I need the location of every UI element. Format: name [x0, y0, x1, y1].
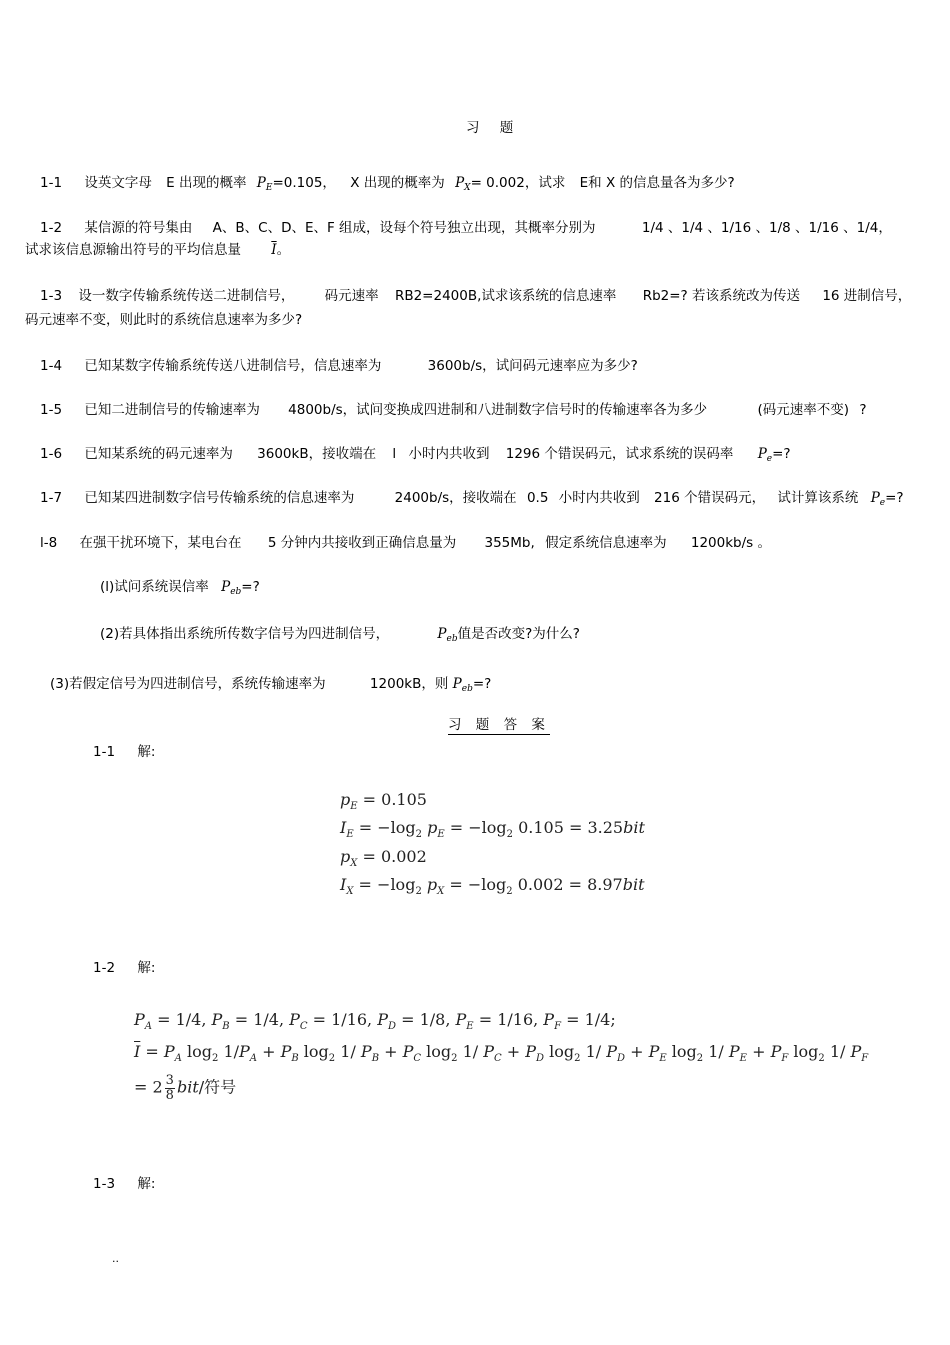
problem-1-3: 1-3 设一数字传输系统传送二进制信号， 码元速率 RB2=2400B,试求该系统的信息速率 Rb2=? 若该系统改为传送 16 进制信号，	[40, 288, 912, 304]
answer-1-2-formula-2: $\overline{I} = P_A$ $\log_2 1/P_A + P_B$ $\log_2 1/$ $P_B + P_C$ $\log_2 1/$ $P_C + P_D$ $\log_2 1/$ $P_D + P_E$ $\log_2 1/$ $P_E + P_F$ $\log_2 1/$ $P_F$	[134, 1042, 869, 1064]
answer-1-1-formula-1: $p_E = 0.105$	[340, 790, 427, 812]
problem-number: 1-1	[40, 175, 63, 191]
problem-number: 1-7	[40, 490, 63, 506]
problem-1-4: 1-4 已知某数字传输系统传送八进制信号，信息速率为 3600b/s，试问码元速率应为多少?	[40, 358, 638, 374]
problem-1-2-line2: 试求该信息源输出符号的平均信息量 $\overline{I}$。	[25, 242, 291, 258]
answer-1-1-header: 1-1 解:	[93, 744, 156, 760]
answers-title: 习 题 答 案	[448, 717, 550, 735]
problem-1-8-part-1: (l)试问系统误信率 $P_{eb}=$?	[100, 579, 260, 597]
problem-1-3-line2: 码元速率不变，则此时的系统信息速率为多少?	[25, 312, 303, 328]
problem-1-7: 1-7 已知某四进制数字信号传输系统的信息速率为 2400b/s，接收端在 0.5 小时内共收到 216 个错误码元， 试计算该系统 $P_e=$?	[40, 490, 904, 508]
problem-1-1: 1-1 设英文字母 E 出现的概率 $P_E=0.105$， X 出现的概率为 $P_X= 0.002$，试求 E和 X 的信息量各为多少?	[40, 175, 735, 193]
problem-1-8: l-8 在强干扰环境下，某电台在 5 分钟内共接收到正确信息量为 355Mb, 假定系统信息速率为 1200kb/s 。	[40, 535, 771, 551]
problem-1-2: 1-2 某信源的符号集由 A、B、C、D、E、F 组成，设每个符号独立出现，其概率分别为 1/4 、1/4 、1/16 、1/8 、1/16 、1/4，	[40, 220, 892, 236]
problem-number: 1-4	[40, 358, 63, 374]
footer-mark: ..	[112, 1252, 119, 1265]
problem-number: 1-6	[40, 446, 63, 462]
answer-1-3-header: 1-3 解:	[93, 1176, 156, 1192]
answer-1-1-formula-3: $p_X = 0.002$	[340, 847, 427, 869]
answer-1-1-formula-4: $I_X = -\log_2$ $p_X = -\log_2$ 0.002 = 8.97bit	[340, 875, 645, 897]
problem-number: 1-3	[40, 288, 63, 304]
problem-1-5: 1-5 已知二进制信号的传输速率为 4800b/s，试问变换成四进制和八进制数字信号时的传输速率各为多少 (码元速率不变) ?	[40, 402, 867, 418]
problem-number: l-8	[40, 535, 58, 551]
answer-1-1-formula-2: $I_E = -\log_2$ $p_E = -\log_2$ 0.105 = 3.25bit	[340, 818, 645, 840]
problem-1-8-part-3: (3)若假定信号为四进制信号，系统传输速率为 1200kB，则 $P_{eb}=$?	[50, 676, 492, 694]
problem-1-6: 1-6 已知某系统的码元速率为 3600kB，接收端在 l 小时内共收到 1296 个错误码元，试求系统的误码率 $P_e=$?	[40, 446, 791, 464]
problem-number: 1-5	[40, 402, 63, 418]
answer-1-2-formula-3: = 2 $\frac{3}{8}$ bit/符号	[134, 1073, 237, 1103]
page-title: 习 题	[466, 120, 522, 136]
answer-1-2-formula-1: $P_A = 1/4$, $P_B = 1/4$, $P_C = 1/16$, $P_D = 1/8$, $P_E = 1/16$, $P_F = 1/4$;	[134, 1010, 616, 1032]
answer-1-2-header: 1-2 解:	[93, 960, 156, 976]
problem-number: 1-2	[40, 220, 63, 236]
problem-1-8-part-2: (2)若具体指出系统所传数字信号为四进制信号， $P_{eb}$值是否改变?为什么?	[100, 626, 580, 644]
